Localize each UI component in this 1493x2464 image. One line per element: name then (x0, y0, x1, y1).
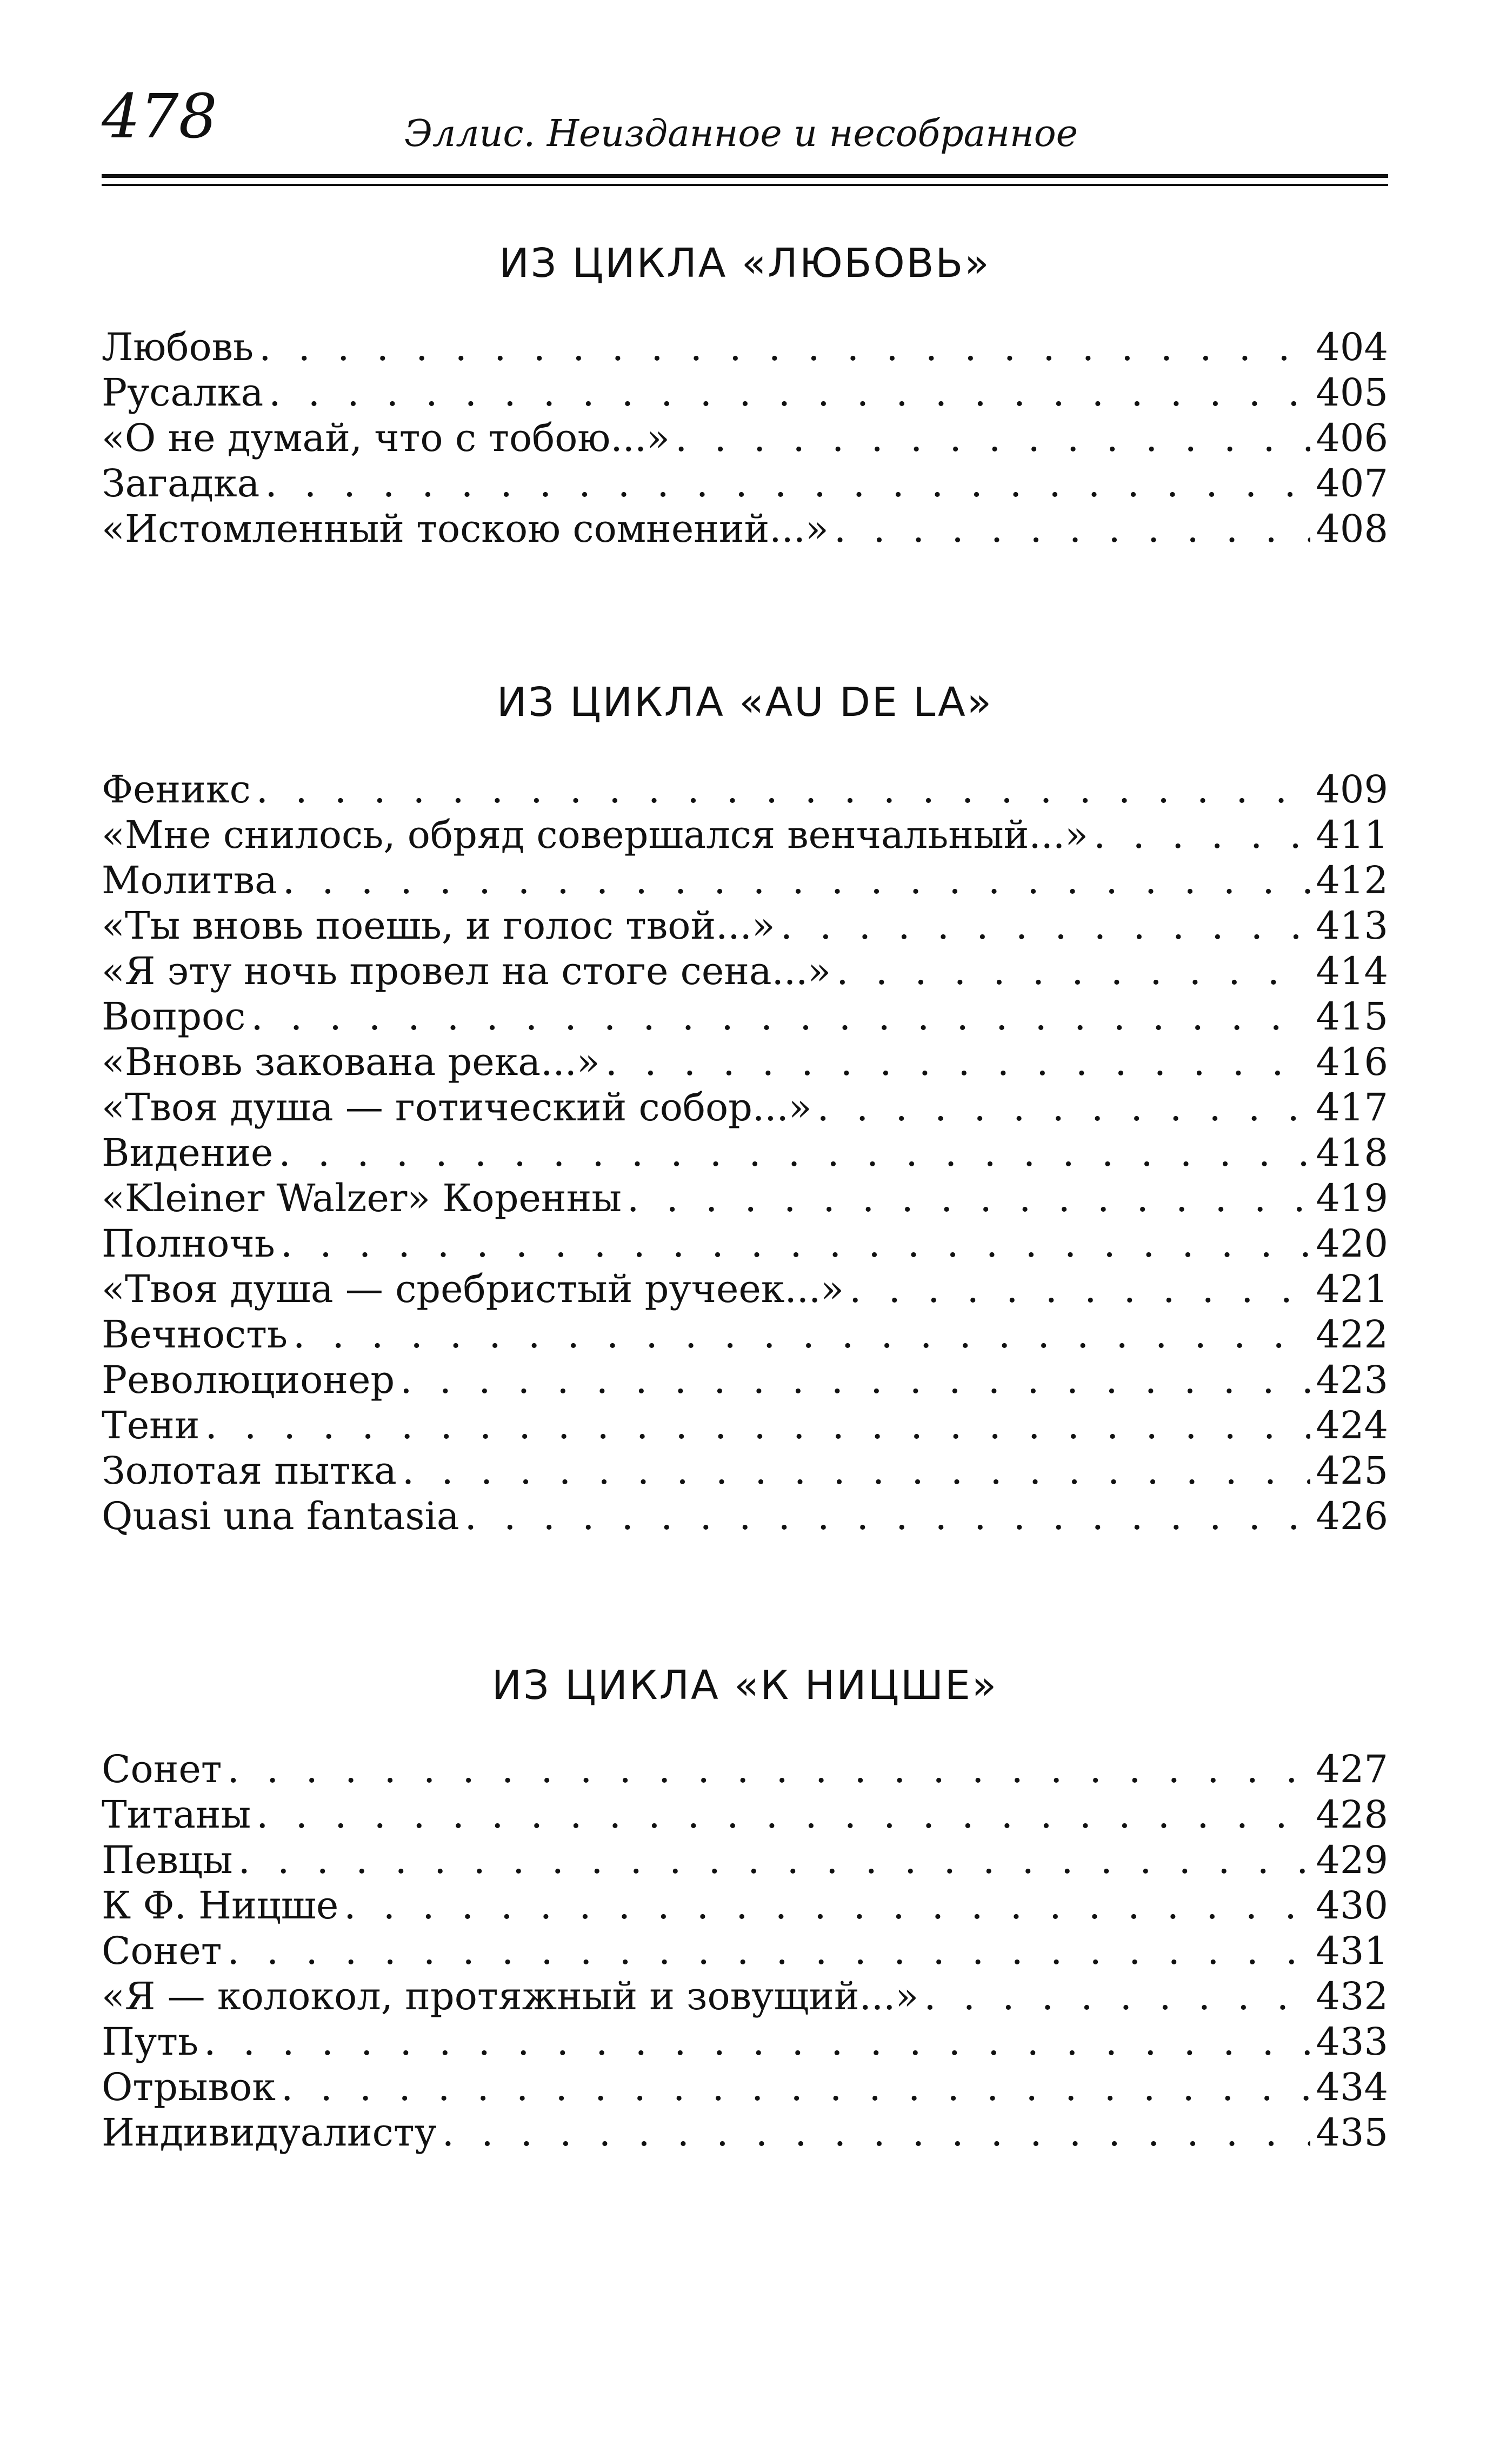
toc-entry (102, 1493, 1388, 1539)
dot-leader (228, 1746, 1311, 1792)
toc-entry-title: Полночь (102, 1221, 275, 1266)
toc-entry-page: 413 (1316, 904, 1388, 948)
dot-leader (251, 994, 1310, 1039)
toc-entry (102, 1266, 1388, 1312)
dot-leader (281, 2064, 1310, 2110)
toc-entry-title: Тени (102, 1403, 200, 1447)
dot-leader (834, 506, 1311, 552)
toc-entry-page: 419 (1316, 1176, 1388, 1220)
dot-leader (442, 2110, 1311, 2155)
dot-leader (627, 1175, 1310, 1221)
toc-entry (102, 324, 1388, 370)
toc-entry-title: Феникс (102, 767, 251, 812)
toc-entry-page: 414 (1316, 949, 1388, 993)
dot-leader (238, 1837, 1311, 1883)
toc-entry-page: 426 (1316, 1494, 1388, 1538)
section-title-k-nitsshe: ИЗ ЦИКЛА «К НИЦШЕ» (491, 1662, 998, 1709)
toc-entry (102, 948, 1388, 994)
dot-leader (849, 1266, 1310, 1312)
dot-leader (817, 1085, 1311, 1130)
dot-leader (256, 1792, 1310, 1837)
dot-leader (228, 1928, 1311, 1974)
toc-entry (102, 1928, 1388, 1974)
dot-leader (265, 461, 1310, 506)
toc-entry-page: 428 (1316, 1792, 1388, 1837)
toc-entry (102, 1403, 1388, 1448)
toc-entry-page: 429 (1316, 1838, 1388, 1882)
toc-entry-page: 430 (1316, 1883, 1388, 1928)
toc-entry-title: «Ты вновь поешь, и голос твой...» (102, 904, 775, 948)
toc-entry-page: 435 (1316, 2110, 1388, 2155)
toc-entry-page: 433 (1316, 2020, 1388, 2064)
toc-entry-title: «О не думай, что с тобою...» (102, 416, 670, 460)
toc-entry-page: 404 (1316, 325, 1388, 369)
section-title-lyubov: ИЗ ЦИКЛА «ЛЮБОВЬ» (499, 240, 991, 287)
toc-entry-title: Золотая пытка (102, 1449, 397, 1493)
toc-entry-title: «Вновь закована река...» (102, 1040, 600, 1084)
toc-entry-title: Сонет (102, 1747, 222, 1791)
toc-entry (102, 1175, 1388, 1221)
toc-entry-page: 427 (1316, 1747, 1388, 1791)
toc-entry (102, 767, 1388, 812)
dot-leader (205, 1403, 1310, 1448)
toc-entry (102, 461, 1388, 506)
dot-leader (269, 370, 1310, 415)
toc-entry (102, 1974, 1388, 2019)
toc-entry-page: 409 (1316, 767, 1388, 812)
toc-entry-title: Видение (102, 1131, 274, 1175)
toc-entry-title: Любовь (102, 325, 254, 369)
dot-leader (293, 1312, 1310, 1357)
dot-leader (256, 767, 1311, 812)
toc-entry-title: Певцы (102, 1838, 233, 1882)
toc-entry (102, 506, 1388, 552)
dot-leader (204, 2019, 1310, 2064)
toc-entry-title: Quasi una fantasia (102, 1494, 459, 1538)
toc-entry-page: 407 (1316, 461, 1388, 506)
toc-entry-title: «Kleiner Walzer» Коренны (102, 1176, 622, 1220)
toc-entry (102, 1312, 1388, 1357)
toc-entry-title: «Я — колокол, протяжный и зовущий...» (102, 1974, 919, 2018)
toc-entry-page: 405 (1316, 370, 1388, 415)
toc-entry-page: 424 (1316, 1403, 1388, 1447)
toc-entry (102, 2019, 1388, 2064)
toc-entry-page: 432 (1316, 1974, 1388, 2018)
dot-leader (924, 1974, 1310, 2019)
toc-entry-title: Сонет (102, 1929, 222, 1973)
dot-leader (836, 948, 1310, 994)
toc-entry-page: 415 (1316, 994, 1388, 1039)
toc-entry (102, 1792, 1388, 1837)
toc-entry (102, 903, 1388, 948)
toc-entry-page: 406 (1316, 416, 1388, 460)
toc-entry (102, 1221, 1388, 1266)
toc-entry-title: Загадка (102, 461, 260, 506)
page-header (102, 81, 1388, 168)
toc-entry-title: Путь (102, 2020, 199, 2064)
toc-entry (102, 1883, 1388, 1928)
dot-leader (781, 903, 1311, 948)
toc-entry-page: 408 (1316, 507, 1388, 551)
toc-entry-title: Молитва (102, 858, 277, 902)
toc-entry-title: «Твоя душа — сребристый ручеек...» (102, 1267, 844, 1311)
toc-entry-page: 434 (1316, 2065, 1388, 2109)
toc-entry (102, 1448, 1388, 1493)
toc-entry-page: 418 (1316, 1131, 1388, 1175)
header-rule-thin (102, 184, 1388, 186)
section-title-au-de-la: ИЗ ЦИКЛА «AU DE LA» (496, 679, 994, 726)
toc-entry-title: К Ф. Ницше (102, 1883, 339, 1928)
toc-entry (102, 858, 1388, 903)
dot-leader (259, 324, 1310, 370)
toc-entry-page: 411 (1316, 813, 1388, 857)
toc-entry-page: 417 (1316, 1085, 1388, 1130)
toc-entry (102, 370, 1388, 415)
toc-entry-title: Вопрос (102, 994, 246, 1039)
dot-leader (1094, 812, 1310, 858)
toc-entry (102, 1746, 1388, 1792)
dot-leader (400, 1357, 1310, 1403)
toc-entry (102, 1039, 1388, 1085)
toc-entry-page: 421 (1316, 1267, 1388, 1311)
toc-entry-title: Русалка (102, 370, 264, 415)
toc-entry-page: 420 (1316, 1221, 1388, 1266)
toc-entry-title: Отрывок (102, 2065, 276, 2109)
toc-entry-title: Вечность (102, 1312, 288, 1357)
toc-entry (102, 2064, 1388, 2110)
dot-leader (281, 1221, 1311, 1266)
toc-list-au-de-la (102, 767, 1388, 1539)
toc-list-lyubov (102, 324, 1388, 552)
dot-leader (465, 1493, 1311, 1539)
dot-leader (283, 858, 1311, 903)
toc-entry (102, 994, 1388, 1039)
dot-leader (402, 1448, 1311, 1493)
toc-entry-title: Индивидуалисту (102, 2110, 437, 2155)
toc-entry-title: «Я эту ночь провел на стоге сена...» (102, 949, 831, 993)
toc-entry (102, 415, 1388, 461)
toc-entry (102, 2110, 1388, 2155)
toc-entry-page: 431 (1316, 1929, 1388, 1973)
toc-entry-title: Титаны (102, 1792, 251, 1837)
toc-entry-page: 412 (1316, 858, 1388, 902)
dot-leader (344, 1883, 1310, 1928)
toc-entry-title: «Твоя душа — готический собор...» (102, 1085, 812, 1130)
toc-entry-page: 416 (1316, 1040, 1388, 1084)
page-number: 478 (102, 82, 217, 152)
toc-entry-title: Революционер (102, 1358, 395, 1402)
toc-entry (102, 812, 1388, 858)
toc-entry (102, 1085, 1388, 1130)
toc-entry (102, 1357, 1388, 1403)
dot-leader (278, 1130, 1310, 1175)
header-rule-thick (102, 174, 1388, 178)
toc-entry-page: 422 (1316, 1312, 1388, 1357)
dot-leader (605, 1039, 1311, 1085)
toc-entry-page: 423 (1316, 1358, 1388, 1402)
toc-entry-page: 425 (1316, 1449, 1388, 1493)
toc-entry (102, 1837, 1388, 1883)
toc-entry-title: «Мне снилось, обряд совершался венчальный...» (102, 813, 1088, 857)
toc-entry (102, 1130, 1388, 1175)
toc-list-k-nitsshe (102, 1746, 1388, 2155)
toc-entry-title: «Истомленный тоскою сомнений...» (102, 507, 829, 551)
dot-leader (675, 415, 1310, 461)
running-title: Эллис. Неизданное и несобранное (404, 112, 1078, 155)
